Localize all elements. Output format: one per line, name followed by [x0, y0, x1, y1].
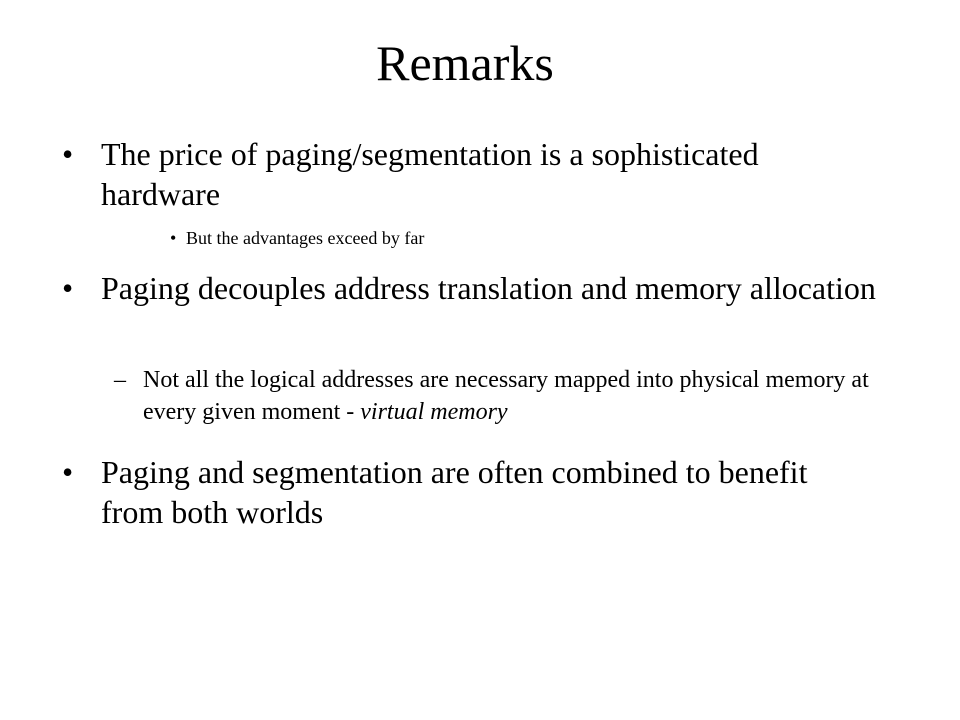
- slide-title: Remarks: [376, 35, 554, 91]
- bullet-text: Paging and segmentation are often combined to benefit from both worlds: [101, 454, 808, 530]
- bullet-text: Paging decouples address translation and memory allocation: [101, 270, 876, 306]
- dash-marker: –: [114, 367, 126, 393]
- dash-item-virtual-memory: [114, 364, 904, 428]
- bullet-text: The price of paging/segmentation is a sophisticated hardware: [101, 136, 759, 212]
- virtual-memory-term: virtual memory: [360, 399, 508, 425]
- bullet-text: But the advantages exceed by far: [186, 228, 425, 248]
- bullet-marker: •: [62, 270, 74, 306]
- dash-text-main: Not all the logical addresses are necessary mapped into physical memory at every given moment -: [143, 367, 869, 425]
- bullet-marker: •: [62, 454, 74, 490]
- bullet-marker: •: [170, 228, 177, 248]
- bullet-item-paging-segmentation-combined: [62, 452, 852, 532]
- bullet-item-paging-price: [62, 134, 882, 214]
- bullet-marker: •: [62, 136, 74, 172]
- dash-text: [114, 364, 904, 428]
- bullet-item-paging-decouples: [62, 268, 882, 308]
- sub-bullet-item-advantages: [170, 226, 770, 250]
